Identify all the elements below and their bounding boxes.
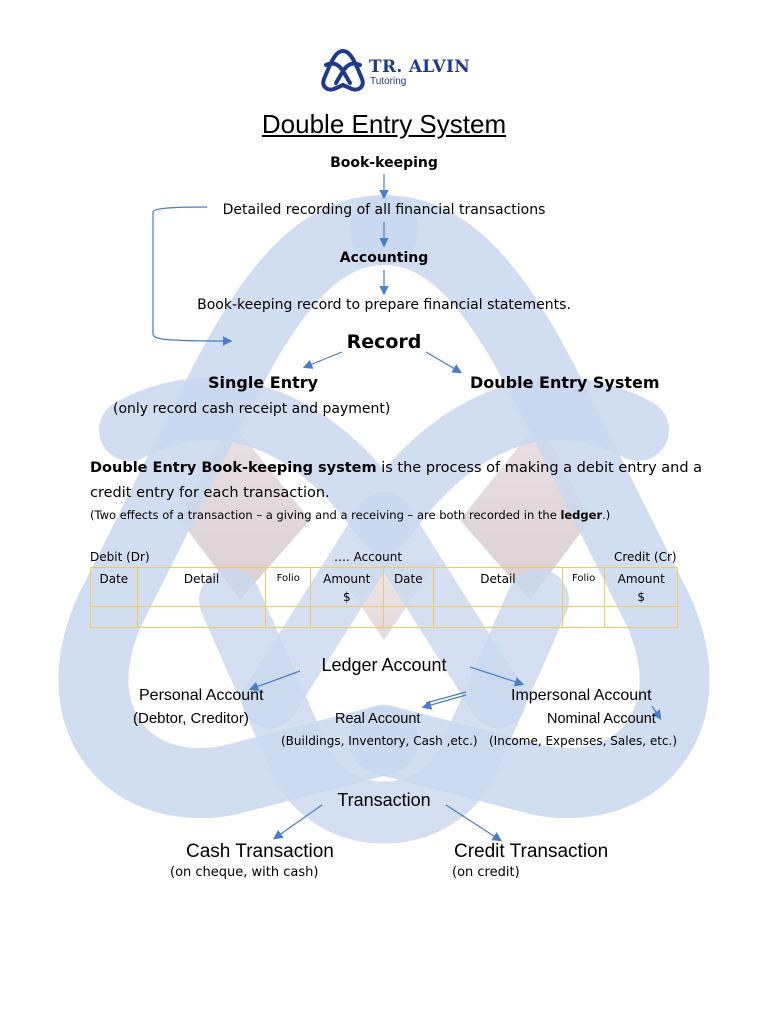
personal-account-label: Personal Account: [139, 687, 264, 704]
record-label: Record: [346, 331, 422, 353]
ledger-table: [90, 567, 678, 628]
credit-transaction-note: (on credit): [452, 865, 520, 880]
nominal-account-note: (Income, Expenses, Sales, etc.): [489, 734, 678, 748]
ledger-cell: [137, 607, 266, 628]
definition-note-ledger: ledger: [560, 508, 603, 522]
col-folio-credit: Folio: [562, 568, 605, 607]
single-entry-label: Single Entry: [208, 373, 319, 392]
transaction-title: Transaction: [337, 790, 431, 810]
account-label: …. Account: [333, 550, 403, 564]
definition-line-2: credit entry for each transaction.: [90, 485, 330, 501]
logo-subtitle: Tutoring: [370, 76, 407, 87]
definition-term: Double Entry Book-keeping system: [90, 460, 377, 476]
col-folio-debit: Folio: [266, 568, 311, 607]
logo-name: TR. ALVIN: [369, 57, 471, 77]
definition-note-text: (Two effects of a transaction – a giving and a receiving – are both recorded in the: [90, 508, 561, 522]
ledger-cell: [605, 607, 678, 628]
personal-account-note: (Debtor, Creditor): [133, 710, 249, 727]
ledger-cell: [562, 607, 605, 628]
ledger-cell: [311, 607, 383, 628]
col-amount-credit-label: Amount: [617, 572, 665, 586]
ledger-cell: [434, 607, 563, 628]
impersonal-account-label: Impersonal Account: [511, 687, 652, 704]
debit-label: Debit (Dr): [90, 550, 150, 564]
credit-label: Credit (Cr): [614, 550, 677, 564]
nominal-account-label: Nominal Account: [547, 711, 656, 727]
col-amount-debit-label: Amount: [323, 572, 371, 586]
cash-transaction-label: Cash Transaction: [186, 841, 334, 862]
cash-transaction-note: (on cheque, with cash): [170, 865, 319, 880]
col-date-debit: Date: [91, 568, 138, 607]
double-entry-label: Double Entry System: [470, 373, 660, 392]
real-account-note: (Buildings, Inventory, Cash ,etc.): [281, 734, 478, 748]
ledger-header-row: [91, 568, 678, 607]
col-amount-debit: [311, 568, 383, 607]
page-title: Double Entry System: [261, 109, 507, 139]
ledger-cell: [383, 607, 434, 628]
bookkeeping-label: Book-keeping: [330, 155, 438, 171]
ledger-cell: [91, 607, 138, 628]
bookkeeping-description: Detailed recording of all financial transactions: [222, 202, 546, 218]
ledger-account-title: Ledger Account: [321, 655, 447, 675]
credit-transaction-label: Credit Transaction: [454, 841, 609, 862]
col-date-credit: Date: [383, 568, 434, 607]
definition-text-1: is the process of making a debit entry and a: [376, 460, 703, 476]
real-account-label: Real Account: [335, 711, 421, 727]
definition-note-end: .): [602, 508, 611, 522]
col-detail-debit: Detail: [137, 568, 266, 607]
ledger-blank-row: [91, 607, 678, 628]
col-amount-credit-unit: $: [637, 590, 646, 604]
definition-line-1: [90, 460, 702, 476]
col-detail-credit: Detail: [434, 568, 563, 607]
ledger-cell: [266, 607, 311, 628]
single-entry-note: (only record cash receipt and payment): [113, 401, 391, 417]
col-amount-debit-unit: $: [342, 590, 351, 604]
logo-icon: [320, 47, 366, 95]
definition-note: [90, 508, 610, 522]
col-amount-credit: [605, 568, 678, 607]
accounting-label: Accounting: [339, 250, 429, 266]
accounting-description: Book-keeping record to prepare financial statements.: [197, 297, 571, 313]
